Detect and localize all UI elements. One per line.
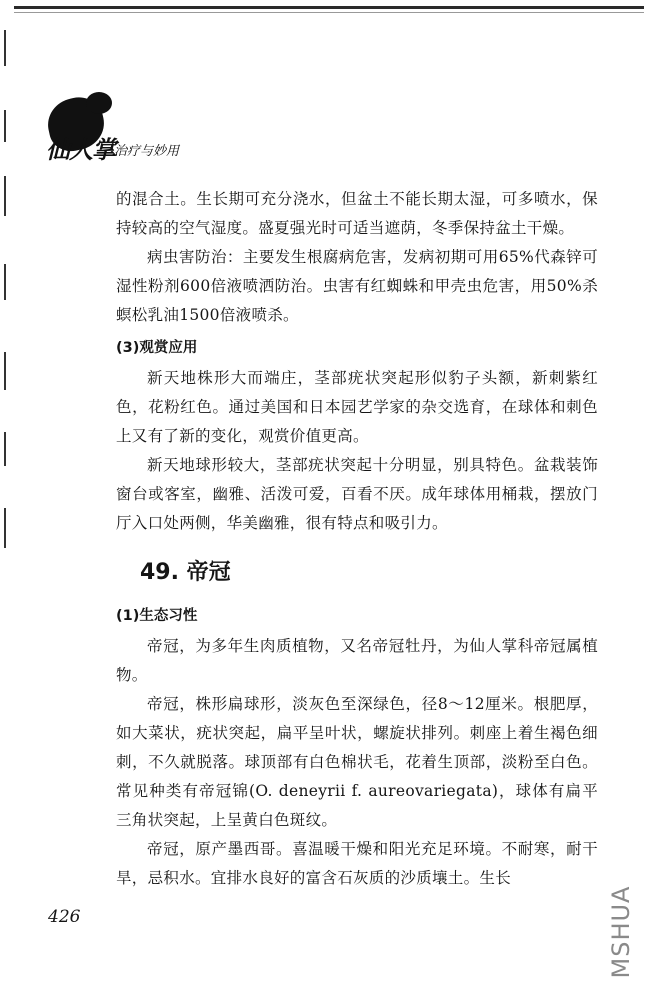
top-rule-thin <box>14 12 644 13</box>
logo-title: 仙人掌 <box>46 135 115 164</box>
page-body <box>116 185 598 893</box>
binding-marks <box>2 0 8 560</box>
paragraph: 新天地球形较大，茎部疣状突起十分明显，别具特色。盆栽装饰窗台或客室，幽雅、活泼可爱，百看不厌。成年球体用桶栽，摆放门厅入口处两侧，华美幽雅，很有特点和吸引力。 <box>116 456 598 532</box>
watermark <box>602 868 640 996</box>
paragraph: 的混合土。生长期可充分浇水，但盆土不能长期太湿，可多喷水，保持较高的空气湿度。盛夏强光时可适当遮荫，冬季保持盆土干燥。 <box>116 190 598 237</box>
page-number: 426 <box>48 907 81 927</box>
subsection-heading: (3)观赏应用 <box>116 340 198 356</box>
paragraph: 病虫害防治：主要发生根腐病危害，发病初期可用65%代森锌可湿性粉剂600倍液喷洒防治。虫害有红蜘蛛和甲壳虫危害，用50%杀螟松乳油1500倍液喷杀。 <box>116 248 598 324</box>
watermark-text: MSHUA <box>607 885 635 979</box>
top-rule <box>14 6 644 9</box>
section-title: 49. 帝冠 <box>140 560 231 585</box>
paragraph: 帝冠，原产墨西哥。喜温暖干燥和阳光充足环境。不耐寒，耐干旱，忌积水。宜排水良好的富含石灰质的沙质壤土。生长 <box>116 840 598 887</box>
cactus-logo-bud-icon <box>86 92 112 114</box>
subsection-heading: (1)生态习性 <box>116 608 198 624</box>
logo-subtitle: 治疗与妙用 <box>114 144 180 159</box>
book-logo <box>42 92 222 172</box>
paragraph: 新天地株形大而端庄，茎部疣状突起形似豹子头额，新刺紫红色，花粉红色。通过美国和日本园艺学家的杂交选育，在球体和刺色上又有了新的变化，观赏价值更高。 <box>116 369 598 445</box>
paragraph: 帝冠，株形扁球形，淡灰色至深绿色，径8～12厘米。根肥厚，如大菜状，疣状突起，扁平呈叶状，螺旋状排列。刺座上着生褐色细刺，不久就脱落。球顶部有白色棉状毛，花着生顶部，淡粉至白色。常见种类有帝冠锦(O. deneyrii f. aureovariegata)，球体有扁平三角状突起，上呈黄白色斑纹。 <box>116 695 598 829</box>
paragraph: 帝冠，为多年生肉质植物，又名帝冠牡丹，为仙人掌科帝冠属植物。 <box>116 637 598 684</box>
